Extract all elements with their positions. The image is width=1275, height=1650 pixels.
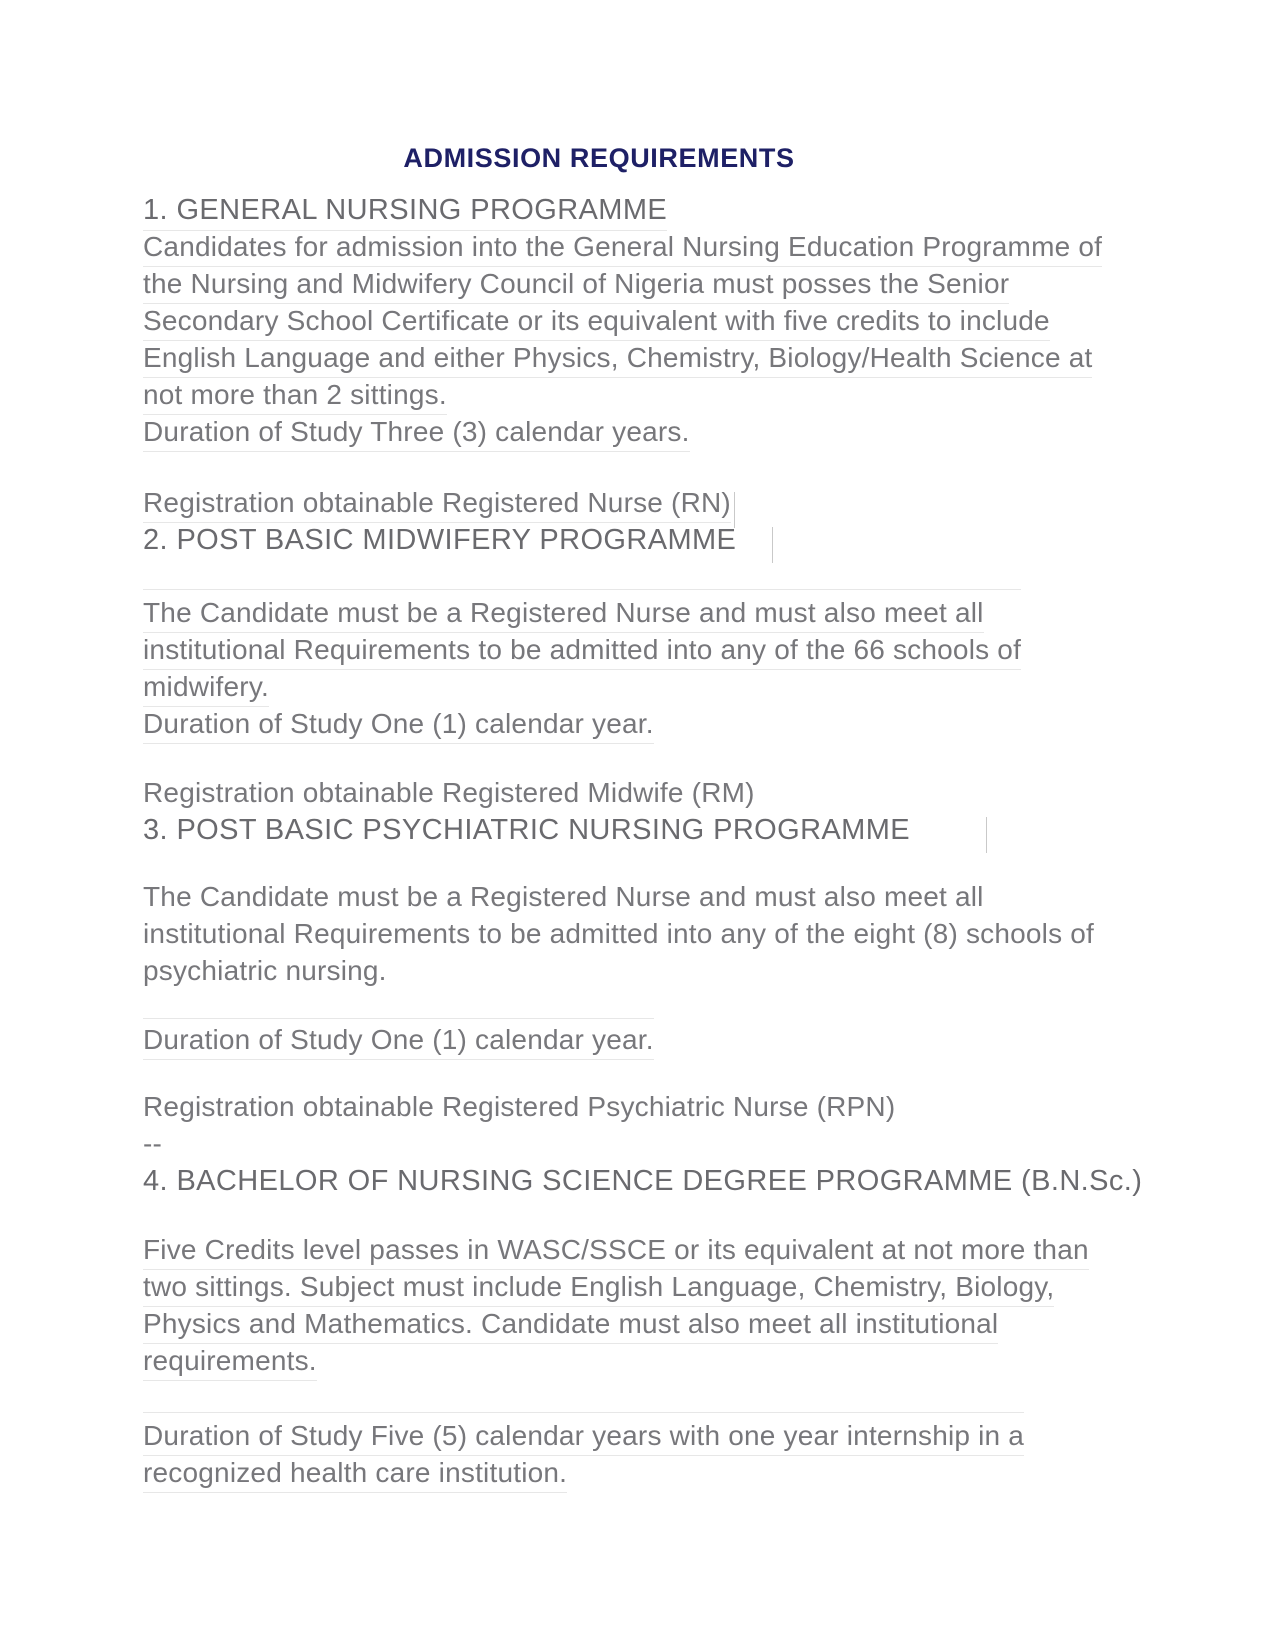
section-1-heading	[143, 192, 1055, 229]
body-line-text: The Candidate must be a Registered Nurse and must also meet all	[143, 881, 984, 912]
ruled-paragraph-box	[143, 589, 1021, 706]
section-2-heading	[143, 522, 1055, 559]
section-4-paragraph	[143, 1232, 1089, 1380]
body-line	[143, 953, 1055, 990]
body-line	[143, 1269, 1055, 1306]
separator-dashes	[143, 1126, 1055, 1163]
body-line-text: Five Credits level passes in WASC/SSCE or its equivalent at not more than	[143, 1233, 1089, 1270]
body-line	[143, 1455, 1024, 1492]
ruled-paragraph-box	[143, 1412, 1024, 1492]
section-1-registration	[143, 485, 1055, 522]
section-3-paragraph	[143, 879, 1095, 990]
body-line	[143, 595, 1021, 632]
body-line-text: midwifery.	[143, 670, 269, 707]
body-line-text: the Nursing and Midwifery Council of Nigeria must posses the Senior	[143, 267, 1009, 304]
body-line	[143, 916, 1095, 953]
body-line	[143, 229, 1103, 266]
body-line	[143, 1232, 1089, 1269]
section-4-duration-paragraph	[143, 1412, 1055, 1492]
body-line-text: The Candidate must be a Registered Nurse and must also meet all	[143, 596, 984, 633]
body-line	[143, 669, 1021, 706]
text-cursor	[772, 527, 773, 563]
body-line	[143, 879, 1055, 916]
body-line-text: psychiatric nursing.	[143, 955, 387, 986]
section-2-registration	[143, 775, 1055, 812]
body-line	[143, 377, 1055, 414]
text-cursor	[986, 817, 987, 853]
body-line-text: institutional Requirements to be admitted into any of the eight (8) schools of	[143, 918, 1095, 949]
body-line-text: English Language and either Physics, Chemistry, Biology/Health Science at	[143, 341, 1092, 378]
duration-text: Duration of Study One (1) calendar year.	[143, 1018, 654, 1060]
section-3-heading	[143, 812, 1055, 849]
body-line-text: requirements.	[143, 1344, 317, 1381]
registration-text: Registration obtainable Registered Psychiatric Nurse (RPN)	[143, 1091, 896, 1122]
body-line	[143, 266, 1055, 303]
duration-text: Duration of Study One (1) calendar year.	[143, 707, 654, 744]
registration-text: Registration obtainable Registered Nurse (RN)	[143, 486, 731, 523]
body-line	[143, 1306, 1055, 1343]
body-line	[143, 1418, 1024, 1455]
body-line	[143, 340, 1093, 377]
body-line-text: Physics and Mathematics. Candidate must also meet all institutional	[143, 1307, 998, 1344]
duration-text: Duration of Study Five (5) calendar years with one year internship in a	[143, 1419, 1024, 1456]
section-2-duration	[143, 706, 1055, 743]
text-cursor	[734, 492, 735, 528]
body-line	[143, 1343, 1055, 1380]
body-line-text: institutional Requirements to be admitted into any of the 66 schools of	[143, 633, 1021, 670]
section-3-duration	[143, 1018, 1055, 1055]
heading-text: 4. BACHELOR OF NURSING SCIENCE DEGREE PROGRAMME (B.N.Sc.)	[143, 1165, 1143, 1197]
heading-text: 3. POST BASIC PSYCHIATRIC NURSING PROGRAMME	[143, 814, 911, 846]
heading-text: 1. GENERAL NURSING PROGRAMME	[143, 194, 667, 231]
section-4-heading	[143, 1163, 1143, 1200]
document-title: ADMISSION REQUIREMENTS	[403, 143, 795, 173]
section-2-paragraph	[143, 589, 1055, 706]
separator-text: --	[143, 1128, 163, 1159]
registration-text: Registration obtainable Registered Midwife (RM)	[143, 777, 755, 808]
section-3-registration	[143, 1089, 1055, 1126]
body-line	[143, 303, 1055, 340]
body-line-text: Candidates for admission into the General Nursing Education Programme of	[143, 230, 1102, 267]
body-line-text: Secondary School Certificate or its equivalent with five credits to include	[143, 304, 1050, 341]
body-line-text: not more than 2 sittings.	[143, 378, 447, 415]
heading-text: 2. POST BASIC MIDWIFERY PROGRAMME	[143, 524, 737, 556]
section-1-paragraph	[143, 229, 1103, 414]
body-line	[143, 632, 1021, 669]
body-line-text: two sittings. Subject must include English Language, Chemistry, Biology,	[143, 1270, 1054, 1307]
document-content	[143, 140, 1143, 1492]
section-1-duration	[143, 414, 1055, 451]
duration-text: Duration of Study Three (3) calendar years.	[143, 415, 690, 452]
duration-text: recognized health care institution.	[143, 1456, 567, 1493]
